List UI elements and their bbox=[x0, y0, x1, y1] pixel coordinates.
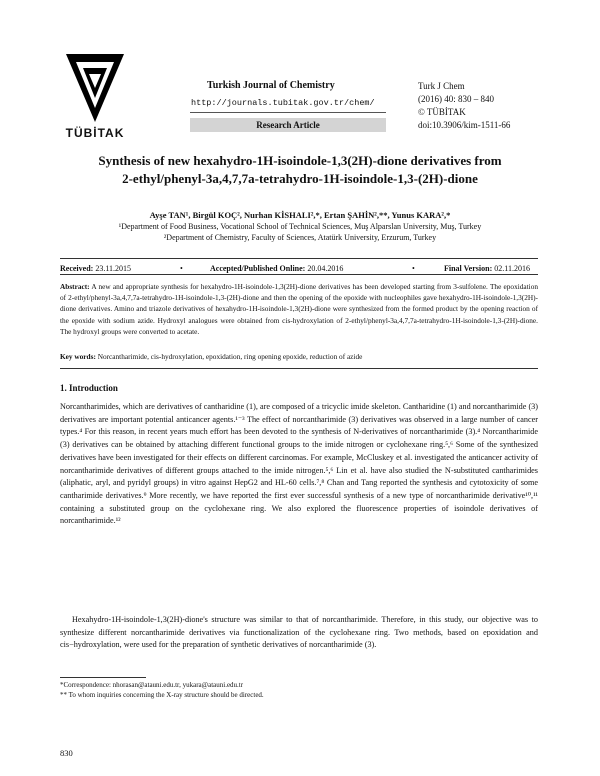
article-dates bbox=[60, 264, 538, 274]
logo-wordmark: TÜBİTAK bbox=[65, 126, 125, 140]
keywords bbox=[60, 352, 538, 361]
received-date bbox=[60, 264, 131, 273]
intro-paragraph-1 bbox=[60, 401, 538, 528]
citation-volume: (2016) 40: 830 – 840 bbox=[418, 94, 494, 104]
journal-url[interactable]: http://journals.tubitak.gov.tr/chem/ bbox=[191, 98, 375, 108]
final-date bbox=[444, 264, 530, 273]
article-type-badge: Research Article bbox=[190, 118, 386, 132]
paragraph-text: Hexahydro-1H-isoindole-1,3(2H)-dione's structure was similar to that of norcantharimide. Therefore, in this study, our objective was to synthesize different norcantharimide derivatives via functionalization of the cyclohexane ring. Two methods, based on epoxidation and cis−hydroxylation, were used for the preparation of synthetic derivatives of norcantharimide (3). bbox=[60, 615, 538, 650]
title-line-1: Synthesis of new hexahydro-1H-isoindole-1,3(2H)-dione derivatives from bbox=[98, 153, 502, 168]
abstract-text: A new and appropriate synthesis for hexahydro-1H-isoindole-1,3(2H)-dione derivatives has been developed starting from 3-sulfolene. The epoxidation of 2-ethyl/phenyl-3a,4,7,7a-tetrahydro-1H-isoindole-1,3-(2H)-dione and then the opening of the epoxide with nucleophiles gave hexahydro-1H-isoindole-1,3(2H)-dione derivatives. Amino and triazole derivatives of hexahydro-1H-isoindole-1,3(2H)-dione were synthesized from the formed product by the opening reaction of the epoxide with sodium azide. Hydroxyl analogues were obtained from cis-hydroxylation of 2-ethyl/phenyl-3a,4,7,7a-tetrahydro-1H-isoindole-1,3-(2H)-dione. The hydroxyl groups were converted to acetate. bbox=[60, 282, 538, 336]
dates-bottom-rule bbox=[60, 274, 538, 275]
accepted-label: Accepted/Published Online: bbox=[210, 264, 306, 273]
citation-doi[interactable]: doi:10.3906/kim-1511-66 bbox=[418, 120, 511, 130]
affiliation-1: ¹Department of Food Business, Vocational School of Technical Sciences, Muş Alparslan University, Muş, Turkey bbox=[118, 222, 482, 231]
abstract bbox=[60, 281, 538, 337]
keywords-text: Norcantharimide, cis-hydroxylation, epoxidation, ring opening epoxide, reduction of azide bbox=[95, 352, 363, 361]
citation-journal: Turk J Chem bbox=[418, 81, 465, 91]
author-list: Ayşe TAN¹, Birgül KOÇ², Nurhan KİSHALI²,*, Ertan ŞAHİN²,**, Yunus KARA²,* bbox=[149, 210, 451, 220]
accepted-date bbox=[210, 264, 343, 273]
keywords-rule bbox=[60, 368, 538, 369]
article-title bbox=[30, 152, 570, 188]
abstract-label: Abstract: bbox=[60, 282, 90, 291]
section-heading: 1. Introduction bbox=[60, 383, 118, 393]
keywords-label: Key words: bbox=[60, 352, 96, 361]
footnote-xray: ** To whom inquiries concerning the X-ray structure should be directed. bbox=[60, 691, 264, 699]
accepted-value: 20.04.2016 bbox=[307, 264, 344, 273]
received-label: Received: bbox=[60, 264, 94, 273]
footnote-rule bbox=[60, 677, 146, 678]
affiliation-2: ²Department of Chemistry, Faculty of Sciences, Atatürk University, Erzurum, Turkey bbox=[163, 233, 437, 242]
bullet-separator: • bbox=[180, 264, 183, 273]
footnote-correspondence: *Correspondence: nhorasan@atauni.edu.tr, yukara@atauni.edu.tr bbox=[60, 681, 244, 689]
dates-top-rule bbox=[60, 258, 538, 259]
citation-block bbox=[418, 80, 510, 132]
tubitak-emblem-icon bbox=[62, 52, 128, 124]
received-value: 23.11.2015 bbox=[95, 264, 132, 273]
citation-copyright: © TÜBİTAK bbox=[418, 107, 466, 117]
intro-paragraph-2 bbox=[60, 614, 538, 652]
title-line-2: 2-ethyl/phenyl-3a,4,7,7a-tetrahydro-1H-isoindole-1,3-(2H)-dione bbox=[122, 171, 478, 186]
page-number: 830 bbox=[60, 748, 73, 758]
final-value: 02.11.2016 bbox=[494, 264, 530, 273]
final-label: Final Version: bbox=[444, 264, 493, 273]
paragraph-text: Norcantharimides, which are derivatives of cantharidine (1), are composed of a tricyclic imide skeleton. Cantharidine (1) and norcantharimide (3) derivatives are important potential anticancer agents.¹⁻³ The effect of norcantharimide (3) derivatives was observed in a large number of cancer types.⁴ For this reason, in recent years much effort has been devoted to the synthesis of N-derivatives of norcantharimide (3).⁴ Norcantharimide (3) derivatives can be obtained by attaching different functional groups to the imide nitrogen or cyclohexane ring.⁵,⁶ Some of the synthesized derivatives have been investigated for their effects on different carcinomas. For example, McCluskey et al. investigated the anticancer activity of norcantharimide derivatives of different groups attached to the imide nitrogen.⁵,⁶ Lin et al. have also studied the N-substituted cantharimides (aliphatic, aryl, and pyridyl groups) in vitro against HepG2 and HL-60 cells.⁷,⁸ Chan and Tang reported the synthesis and cytotoxicity of some cantharimide derivatives.⁹ More recently, we have reported the first ever successful synthesis of a new type of norcantharimide derivative¹⁰,¹¹ containing a substituted group on the cyclohexane ring. We also explored the fluorescence properties of isoindole derivatives of norcantharimide.¹² bbox=[60, 402, 538, 526]
tubitak-logo bbox=[62, 52, 128, 144]
bullet-separator: • bbox=[412, 264, 415, 273]
journal-title: Turkish Journal of Chemistry bbox=[207, 80, 335, 91]
header-divider bbox=[190, 112, 386, 113]
